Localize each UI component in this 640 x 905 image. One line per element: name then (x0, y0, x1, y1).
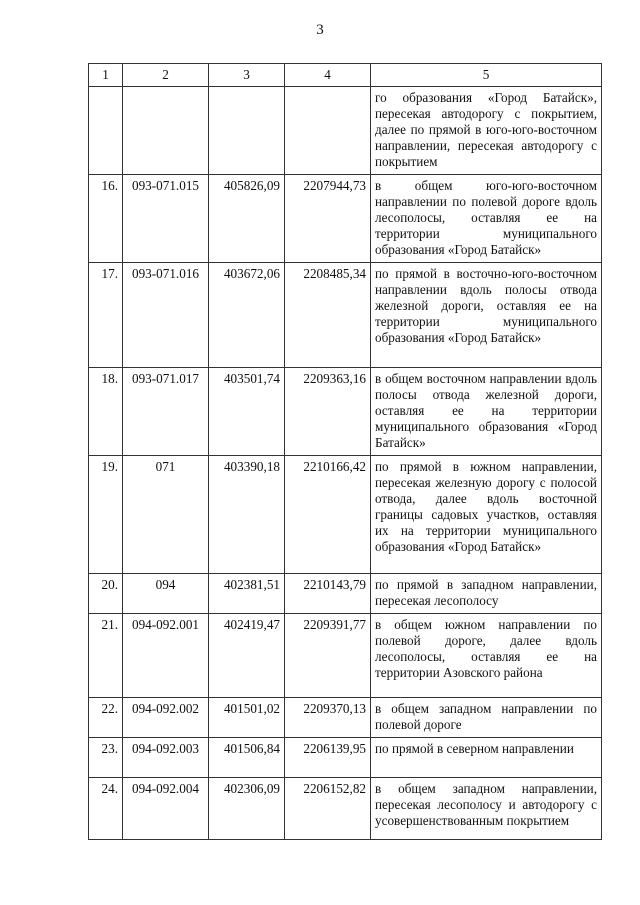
boundary-description: по прямой в западном направлении, пересекая лесополосу (371, 574, 602, 614)
coordinate-x: 405826,09 (209, 175, 285, 263)
row-number: 21. (89, 614, 123, 698)
row-number: 20. (89, 574, 123, 614)
point-code (123, 87, 209, 175)
table-row (89, 574, 602, 614)
row-number: 19. (89, 456, 123, 574)
table-header-row (89, 64, 602, 87)
row-number: 17. (89, 263, 123, 368)
coordinate-y: 2206152,82 (285, 778, 371, 840)
point-code: 093-071.017 (123, 368, 209, 456)
boundary-description: в общем восточном направлении вдоль полосы отвода железной дороги, оставляя ее на территории муниципального образования «Город Батайск» (371, 368, 602, 456)
point-code: 094-092.002 (123, 698, 209, 738)
boundary-description: в общем южном направлении по полевой дороге, далее вдоль лесополосы, оставляя ее на территории Азовского района (371, 614, 602, 698)
point-code: 093-071.016 (123, 263, 209, 368)
coordinate-x: 402381,51 (209, 574, 285, 614)
column-header: 4 (285, 64, 371, 87)
table-row (89, 456, 602, 574)
table-row (89, 175, 602, 263)
boundary-description: в общем юго-юго-восточном направлении по полевой дороге вдоль лесополосы, оставляя ее на территории муниципального образования «Город Батайск» (371, 175, 602, 263)
table-body (89, 87, 602, 840)
point-code: 094-092.004 (123, 778, 209, 840)
coordinate-x (209, 87, 285, 175)
table-row (89, 263, 602, 368)
row-number (89, 87, 123, 175)
coordinate-y: 2210166,42 (285, 456, 371, 574)
table-row (89, 87, 602, 175)
point-code: 071 (123, 456, 209, 574)
coordinate-x: 403672,06 (209, 263, 285, 368)
table-row (89, 738, 602, 778)
coordinate-y (285, 87, 371, 175)
boundary-description: го образования «Город Батайск», пересекая автодорогу с покрытием, далее по прямой в юго-юго-восточном направлении, пересекая автодорогу с покрытием (371, 87, 602, 175)
table-row (89, 368, 602, 456)
table-row (89, 614, 602, 698)
column-header: 5 (371, 64, 602, 87)
table-row (89, 778, 602, 840)
column-header: 3 (209, 64, 285, 87)
row-number: 24. (89, 778, 123, 840)
coordinate-x: 401506,84 (209, 738, 285, 778)
boundary-description: в общем западном направлении, пересекая лесополосу и автодорогу с усовершенствованным покрытием (371, 778, 602, 840)
coordinate-y: 2208485,34 (285, 263, 371, 368)
row-number: 22. (89, 698, 123, 738)
page-number: 3 (316, 22, 324, 38)
column-header: 1 (89, 64, 123, 87)
boundary-points-table (88, 63, 602, 840)
coordinate-y: 2209391,77 (285, 614, 371, 698)
boundary-description: по прямой в северном направлении (371, 738, 602, 778)
coordinate-y: 2209370,13 (285, 698, 371, 738)
coordinate-y: 2209363,16 (285, 368, 371, 456)
point-code: 094 (123, 574, 209, 614)
boundary-description: по прямой в восточно-юго-восточном направлении вдоль полосы отвода железной дороги, оставляя ее на территории муниципального образования «Город Батайск» (371, 263, 602, 368)
coordinate-x: 401501,02 (209, 698, 285, 738)
row-number: 18. (89, 368, 123, 456)
coordinate-y: 2207944,73 (285, 175, 371, 263)
point-code: 094-092.003 (123, 738, 209, 778)
coordinate-x: 402306,09 (209, 778, 285, 840)
point-code: 094-092.001 (123, 614, 209, 698)
coordinate-x: 403390,18 (209, 456, 285, 574)
coordinate-y: 2206139,95 (285, 738, 371, 778)
coordinate-x: 402419,47 (209, 614, 285, 698)
boundary-description: по прямой в южном направлении, пересекая железную дорогу с полосой отвода, далее вдоль восточной границы садовых участков, оставляя их на территории муниципального образования «Город Батайск» (371, 456, 602, 574)
row-number: 16. (89, 175, 123, 263)
table-row (89, 698, 602, 738)
coordinate-y: 2210143,79 (285, 574, 371, 614)
row-number: 23. (89, 738, 123, 778)
column-header: 2 (123, 64, 209, 87)
boundary-description: в общем западном направлении по полевой дороге (371, 698, 602, 738)
point-code: 093-071.015 (123, 175, 209, 263)
coordinate-x: 403501,74 (209, 368, 285, 456)
